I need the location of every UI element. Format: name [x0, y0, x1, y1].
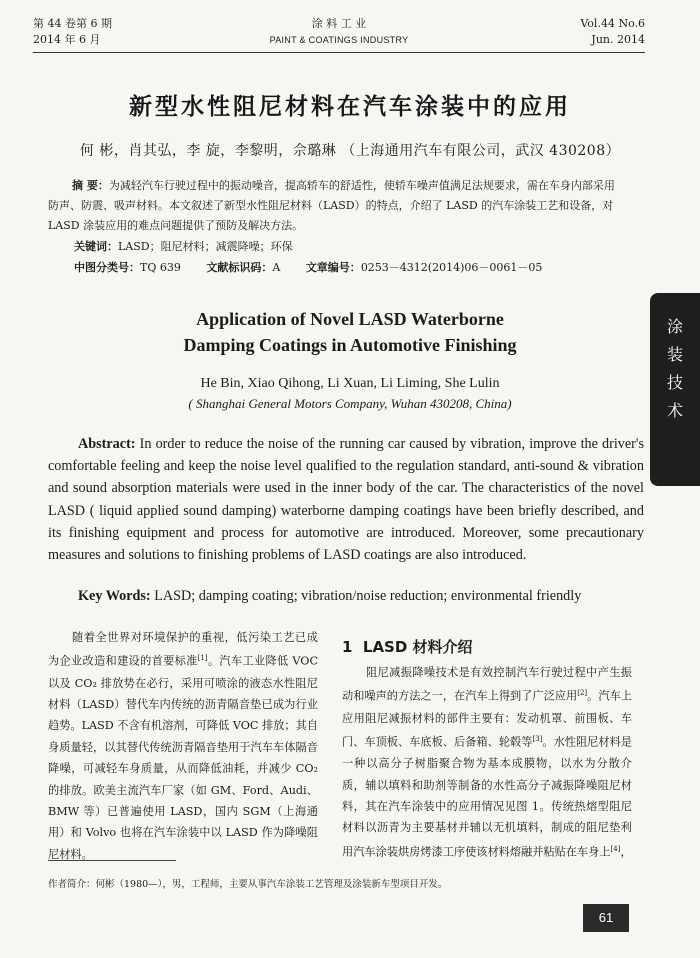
keywords-text-en: LASD; damping coating; vibration/noise reduction; environmental friendly [150, 588, 582, 604]
keywords-cn [74, 237, 293, 257]
issue-date: 2014 年 6 月 [33, 33, 101, 46]
page-number: 61 [583, 904, 629, 932]
title-en-line-2: Damping Coatings in Automotive Finishing [183, 335, 517, 355]
intro-text-1: 随着全世界对环境保护的重视，低污染工艺已成为企业改造和建设的首要标准 [48, 631, 318, 669]
running-header [33, 12, 645, 53]
abstract-label-en: Abstract: [78, 436, 136, 452]
doc-code-label: 文献标识码： [206, 261, 273, 274]
abstract-en [48, 433, 644, 566]
side-tab-char-3: 技 [666, 373, 683, 392]
article-number-label: 文章编号： [305, 261, 361, 274]
authors-en-block [0, 374, 700, 415]
section-title: LASD 材料介绍 [362, 638, 473, 656]
body-column-left [48, 627, 318, 865]
citation-3: [3] [532, 734, 543, 743]
paper-title-en [0, 306, 700, 358]
abstract-text-en: In order to reduce the noise of the running car caused by vibration, improve the driver's comfortable feeling and keep the noise level qualified to the regulation standard, anti-sound & vibration and sound absorption materials were used in the inner body of the car. The characteristics of the novel LASD ( liquid applied sound damping) waterborne damping coatings have been briefly described, and its finishing equipment and process for automotive are introduced. Moreover, some precautionary measures and solutions to finishing problems of LASD coatings are also introduced. [48, 436, 644, 564]
authors-en: He Bin, Xiao Qihong, Li Xuan, Li Liming, She Lulin [200, 376, 500, 391]
section-text-4: ， [620, 845, 632, 859]
citation-1: [1] [197, 654, 208, 663]
abstract-text-cn: 为减轻汽车行驶过程中的振动噪音，提高轿车的舒适性，使轿车噪声值满足法规要求，需在车身内部采用防声、防震、吸声材料。本文叙述了新型水性阻尼材料（LASD）的特点，介绍了 LASD 的汽车涂装工艺和设备，对 LASD 涂装应用的难点问题提供了预防及解决方法。 [48, 179, 615, 232]
citation-4: [4] [610, 844, 621, 853]
classification-line [74, 258, 542, 278]
body-column-right [342, 662, 632, 863]
issue-date-en: Jun. 2014 [591, 33, 645, 46]
intro-text-2: 。汽车工业降低 VOC 以及 CO₂ 排放势在必行，采用可喷涂的液态水性阻尼材料（LASD）替代车内传统的沥青隔音垫已成为行业趋势。LASD 不含有机溶剂，可降低 VOC 排放；其自身质量轻，以其替代传统沥青隔音垫用于汽车车体隔音降噪，可减轻车身质量，从而降低油耗，并减少 CO₂ 的排放。欧美主流汽车厂家（如 GM、Ford、Audi、BMW 等）已普遍使用 LASD，国内 SGM（上海通用）和 Volvo 也将在汽车涂装中以 LASD 作为降噪阻尼材料。 [48, 655, 318, 861]
paper-title-cn: 新型水性阻尼材料在汽车涂装中的应用 [129, 94, 571, 120]
side-tab-char-2: 装 [666, 345, 683, 364]
keywords-en [78, 585, 581, 607]
clc-value: TQ 639 [140, 261, 181, 274]
article-number-value: 0253－4312(2014)06－0061－05 [360, 261, 543, 274]
side-tab-char-1: 涂 [666, 317, 683, 336]
keywords-label-cn: 关键词： [74, 240, 118, 253]
volume-issue-en: Vol.44 No.6 [580, 17, 645, 30]
doc-code-value: A [272, 261, 281, 274]
section-text-1: 阻尼减振降噪技术是有效控制汽车行驶过程中产生振动和噪声的方法之一，在汽车上得到了广泛应用 [342, 666, 632, 704]
citation-2: [2] [577, 689, 588, 698]
abstract-cn [48, 176, 622, 236]
side-tab-char-4: 术 [666, 401, 683, 420]
footnote-divider [48, 860, 176, 861]
journal-name-en: PAINT & COATINGS INDUSTRY [269, 35, 409, 45]
section-text-3: 。水性阻尼材料是一种以高分子树脂聚合物为基本成膜物，以水为分散介质，辅以填料和助剂等制备的水性高分子减振降噪阻尼材料，其在汽车涂装中的应用情况见图 1。传统热熔型阻尼材料以沥青为主要基材并辅以无机填料，制成的阻尼垫利用汽车涂装烘房烤漆工序使该材料熔融并粘贴在车身上 [342, 735, 632, 859]
author-footnote: 作者简介：何彬（1980—），男，工程师，主要从事汽车涂装工艺管理及涂装新车型项目开发。 [48, 879, 448, 890]
keywords-text-cn: LASD；阻尼材料；减震降噪；环保 [118, 240, 293, 253]
section-text-2: 。汽车上应用阻尼减振材料的部件主要有：发动机罩、前围板、车门、车顶板、车底板、后备箱、轮毂等 [342, 690, 632, 749]
journal-name-cn: 涂 料 工 业 [311, 17, 367, 30]
clc-label: 中图分类号： [74, 261, 140, 274]
volume-issue: 第 44 卷第 6 期 [33, 17, 112, 30]
abstract-label-cn: 摘 要： [72, 179, 109, 192]
section-number: 1 [342, 638, 353, 656]
section-side-tab [650, 293, 700, 486]
authors-cn: 何 彬，肖其弘，李 旋，李黎明，佘璐琳 （上海通用汽车有限公司，武汉 430208） [79, 143, 621, 159]
section-heading-1 [342, 636, 473, 657]
title-en-line-1: Application of Novel LASD Waterborne [196, 309, 504, 329]
affiliation-en: ( Shanghai General Motors Company, Wuhan 430208, China) [188, 396, 512, 411]
keywords-label-en: Key Words: [78, 588, 151, 604]
